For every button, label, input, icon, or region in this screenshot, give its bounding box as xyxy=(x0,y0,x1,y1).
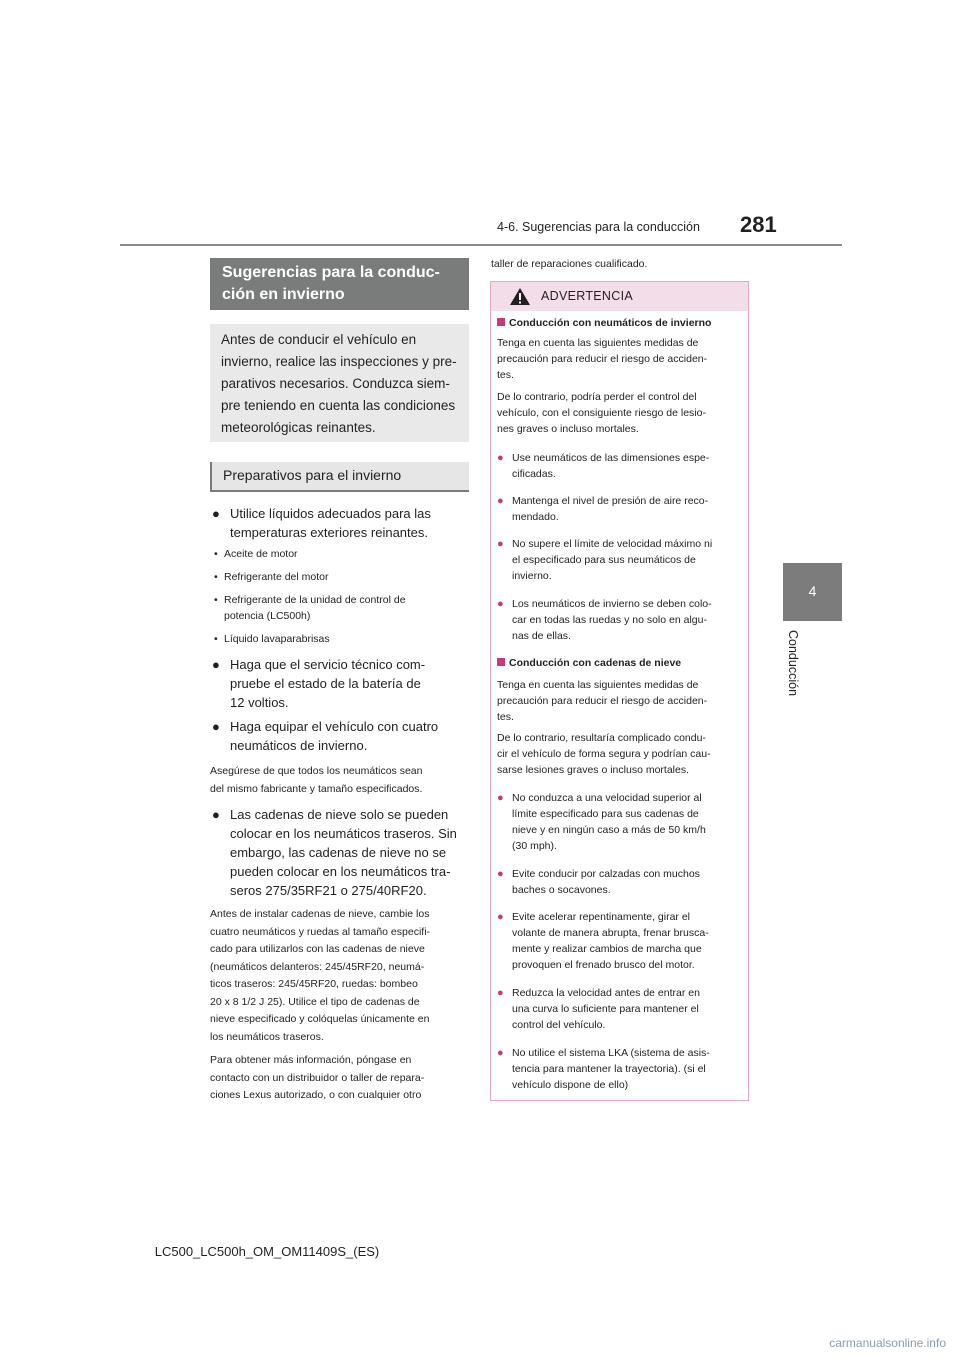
fluid-list xyxy=(214,545,472,650)
list-item: • Refrigerante de la unidad de control de xyxy=(214,594,406,606)
warning-header xyxy=(491,282,748,311)
chains-paragraph: Antes de instalar cadenas de nieve, cambie los cuatro neumáticos y ruedas al tamaño especifi- cado para utilizarlos con las cadenas de nieve (neumáticos delanteros: 245/45RF20, neumá- ticos traseros: 245/45RF20, ruedas: bombeo 20 x 8 1/2 J 25). Utilice el tipo de cadenas de nieve especificado y colóquelas únicamente en los neumáticos traseros. xyxy=(210,908,431,1043)
section-title: Sugerencias para la conduc- ción en invierno xyxy=(222,264,440,303)
warning-bullet: ● No utilice el sistema LKA (sistema de asis- tencia para mantener la trayectoria). (si el vehículo dispone de ello) xyxy=(497,1047,710,1091)
warning-bullet: ● Reduzca la velocidad antes de entrar en una curva lo suficiente para mantener el control del vehículo. xyxy=(497,987,700,1031)
subsection-title-box xyxy=(210,462,469,492)
tires-note: Asegúrese de que todos los neumáticos sean del mismo fabricante y tamaño especificados. xyxy=(210,765,423,795)
warning-section-title: Conducción con cadenas de nieve xyxy=(497,657,681,669)
section-header: 4-6. Sugerencias para la conducción xyxy=(497,220,700,234)
warning-bullet: ● Use neumáticos de las dimensiones espe- cificadas. xyxy=(497,452,710,480)
intro-text: Antes de conducir el vehículo en invierno, realice las inspecciones y pre- parativos necesarios. Conduzca siem- pre teniendo en cuenta las condiciones meteorológicas reinantes. xyxy=(221,332,457,435)
warning-text: De lo contrario, resultaría complicado condu- cir el vehículo de forma segura y podrían cau- sarse lesiones graves o incluso mortales. xyxy=(497,732,711,776)
warning-bullet: ● Mantenga el nivel de presión de aire reco- mendado. xyxy=(497,495,709,523)
bullet-battery: ● Haga que el servicio técnico com- pruebe el estado de la batería de 12 voltios. xyxy=(212,657,426,710)
page-number: 281 xyxy=(740,212,777,237)
header-rule xyxy=(120,244,842,246)
continuation-text: taller de reparaciones cualificado. xyxy=(491,258,648,270)
contact-paragraph: Para obtener más información, póngase en contacto con un distribuidor o taller de repara- ciones Lexus autorizado, o con cualquier otro xyxy=(210,1054,425,1101)
bullet-chains: ● Las cadenas de nieve solo se pueden colocar en los neumáticos traseros. Sin embargo, las cadenas de nieve no se pueden colocar en los neumáticos tra- seros 275/35RF21 o 275/40RF20. xyxy=(212,807,457,898)
watermark[interactable]: carmanualsonline.info xyxy=(829,1336,946,1350)
bullet-tires: ● Haga equipar el vehículo con cuatro neumáticos de invierno. xyxy=(212,719,439,753)
footer: LC500_LC500h_OM_OM11409S_(ES) xyxy=(154,1244,380,1259)
list-item: • Aceite de motor xyxy=(214,548,298,560)
intro-box xyxy=(210,324,469,442)
list-item: • Líquido lavaparabrisas xyxy=(214,633,330,645)
chapter-tab-label: Conducción xyxy=(786,630,800,697)
warning-text: Tenga en cuenta las siguientes medidas de precaución para reducir el riesgo de acciden- tes. xyxy=(497,337,708,381)
warning-label: ADVERTENCIA xyxy=(541,289,633,303)
warning-bullet: ● Los neumáticos de invierno se deben colo- car en todas las ruedas y no solo en algu- nas de ellas. xyxy=(497,598,712,642)
warning-bullet: ● No supere el límite de velocidad máximo ni el especificado para sus neumáticos de invierno. xyxy=(497,538,713,582)
list-item: • Refrigerante del motor xyxy=(214,571,329,583)
warning-text: De lo contrario, podría perder el control del vehículo, con el consiguiente riesgo de lesio- nes graves o incluso mortales. xyxy=(497,391,706,435)
list-item-continuation: potencia (LC500h) xyxy=(224,610,311,622)
chapter-tab-number: 4 xyxy=(808,583,817,599)
section-title-box xyxy=(210,258,469,310)
bullet-fluids: ● Utilice líquidos adecuados para las temperaturas exteriores reinantes. xyxy=(212,506,431,540)
warning-triangle-icon xyxy=(509,287,531,306)
warning-bullet: ● No conduzca a una velocidad superior al límite especificado para sus cadenas de nieve y en ningún caso a más de 50 km/h (30 mph). xyxy=(497,792,706,852)
warning-section-title: Conducción con neumáticos de invierno xyxy=(497,317,711,329)
warning-bullet: ● Evite acelerar repentinamente, girar el volante de manera abrupta, frenar brusca- mente y realizar cambios de marcha que provoquen el frenado brusco del motor. xyxy=(497,911,709,971)
warning-text: Tenga en cuenta las siguientes medidas de precaución para reducir el riesgo de acciden- tes. xyxy=(497,679,708,723)
subsection-title: Preparativos para el invierno xyxy=(223,467,402,483)
warning-bullet: ● Evite conducir por calzadas con muchos baches o socavones. xyxy=(497,868,700,896)
